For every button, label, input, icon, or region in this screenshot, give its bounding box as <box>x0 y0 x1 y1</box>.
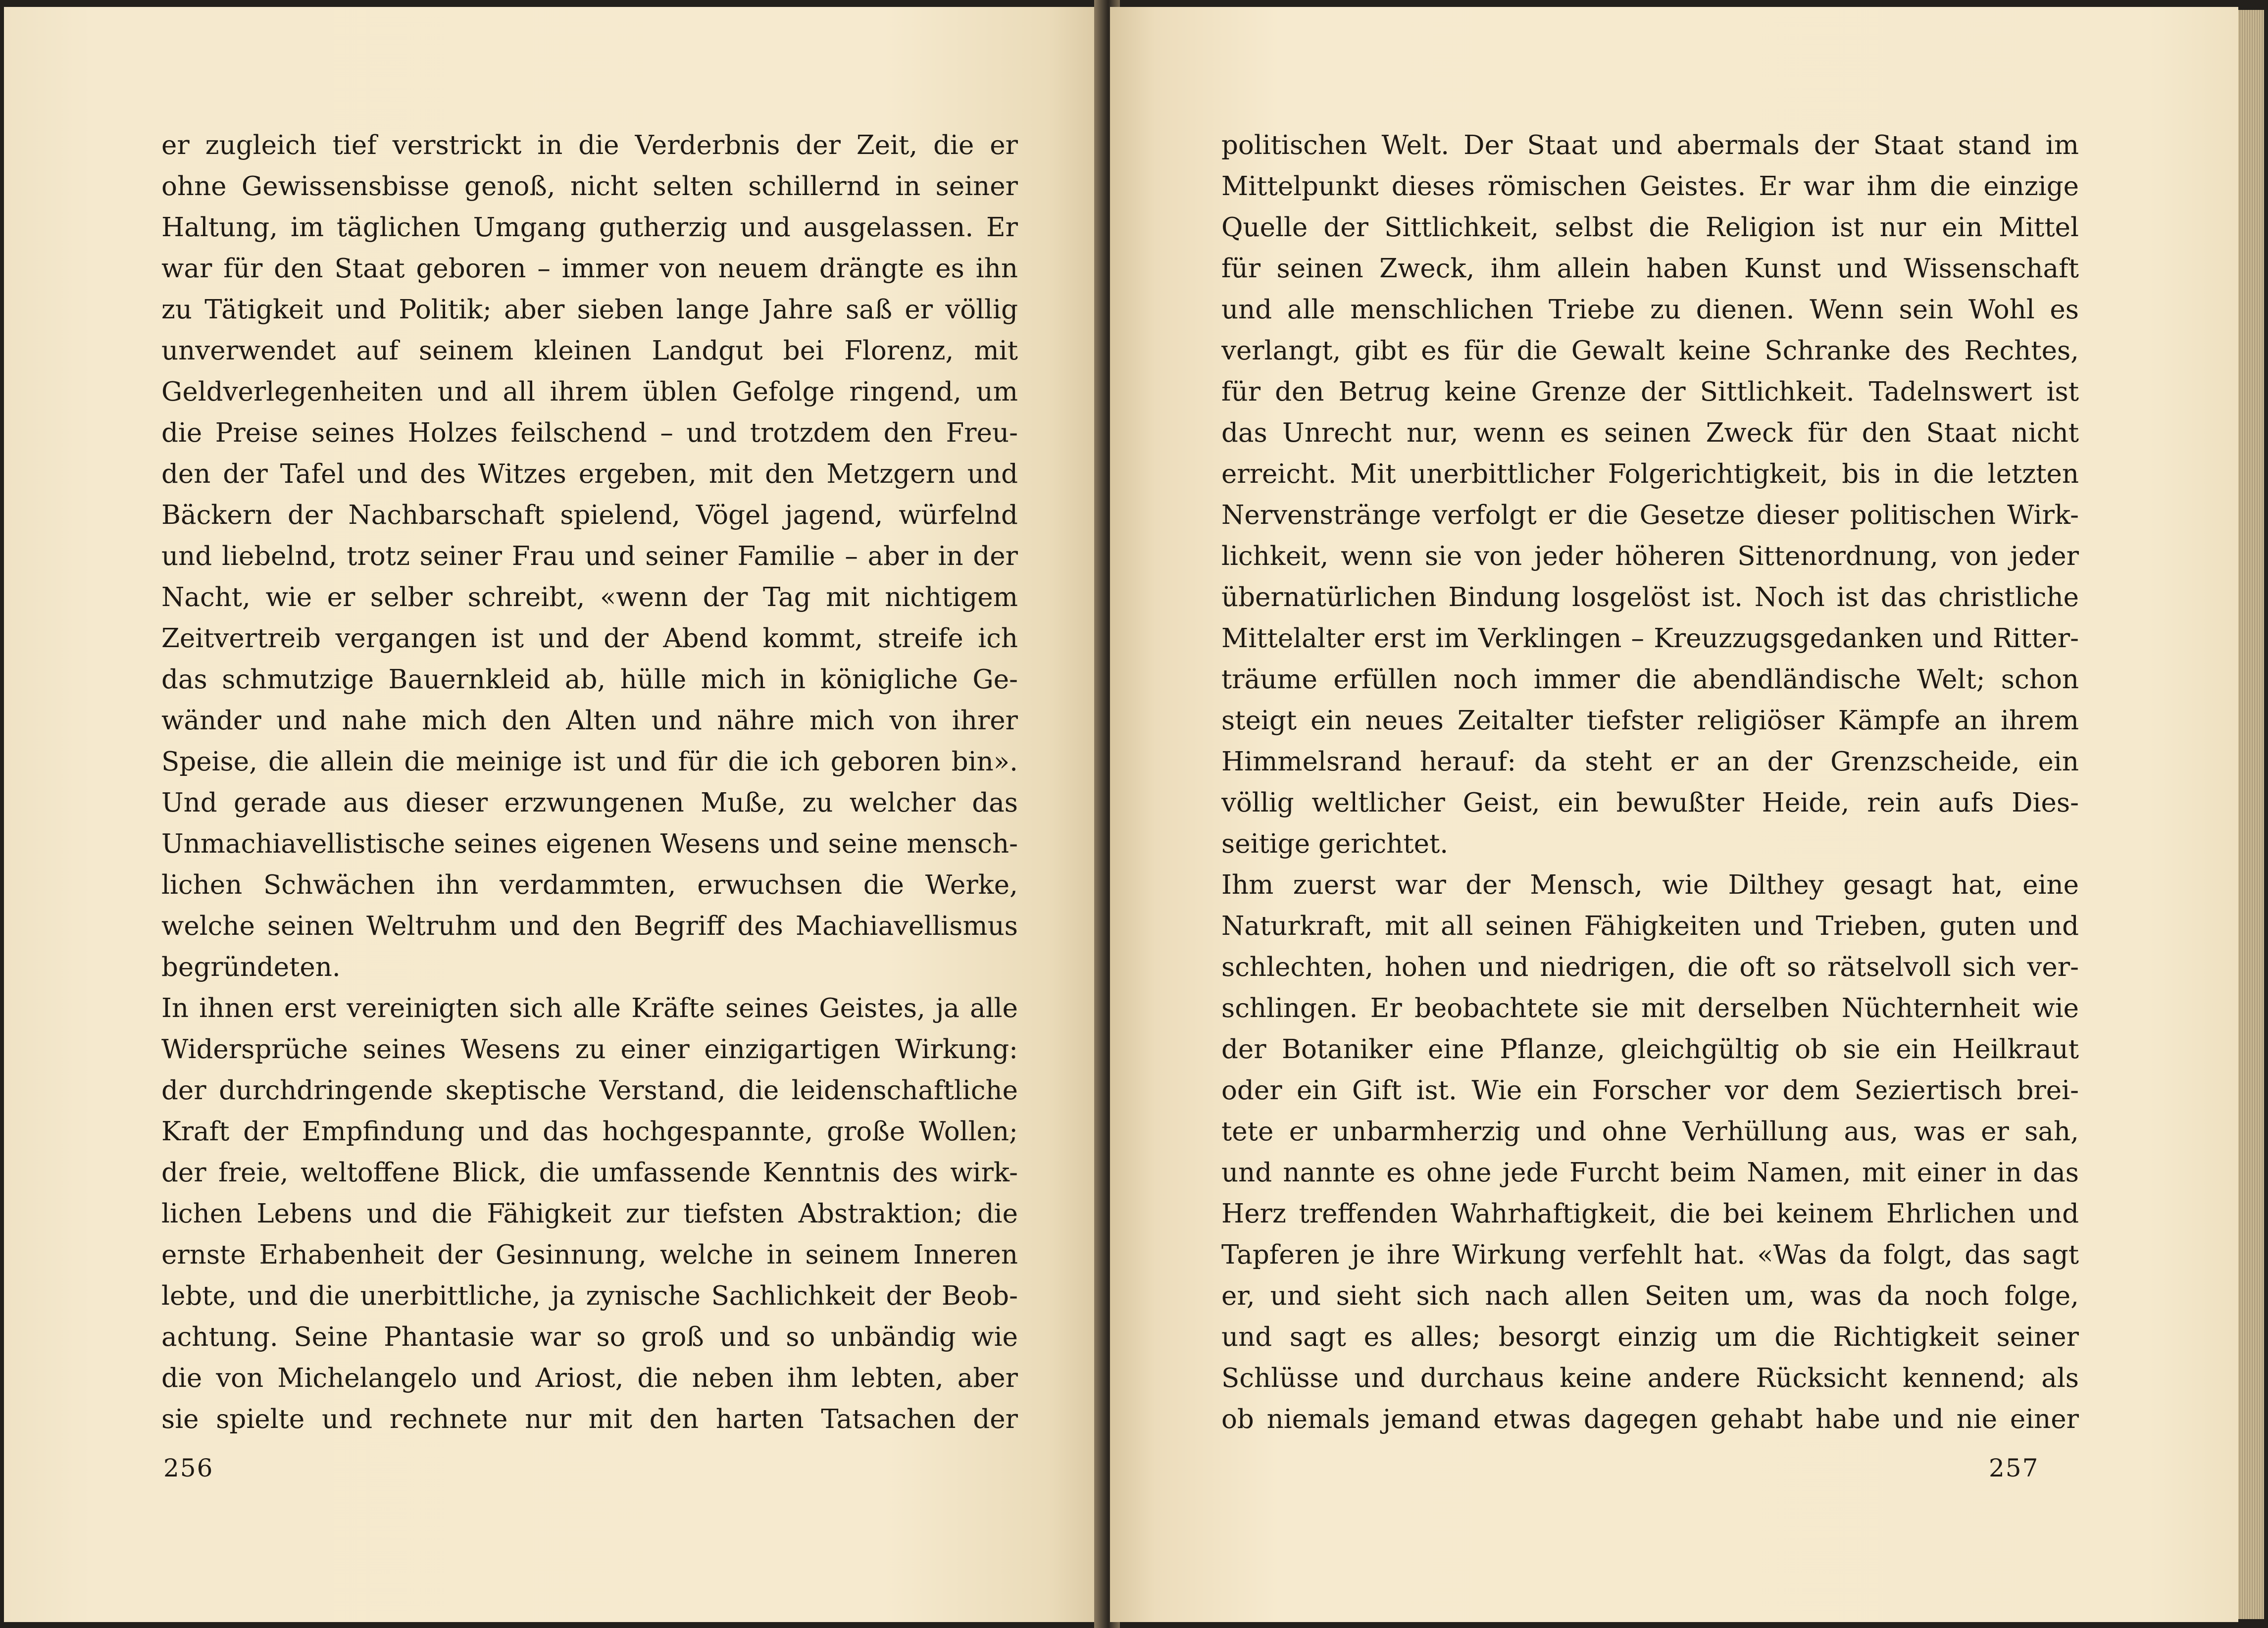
text-line: ohne Gewissensbisse genoß, nicht selten schillernd in seiner <box>161 171 1018 202</box>
text-line: Naturkraft, mit all seinen Fähigkeiten und Trieben, guten und <box>1221 911 2079 941</box>
text-line: Herz treffenden Wahrhaftigkeit, die bei keinem Ehrlichen und <box>1221 1199 2079 1229</box>
left-page-number: 256 <box>163 1454 214 1482</box>
left-page-text <box>161 125 1018 1440</box>
right-page <box>1110 7 2238 1622</box>
text-line: Bäckern der Nachbarschaft spielend, Vögel jagend, würfelnd <box>161 500 1018 530</box>
text-line: Tapferen je ihre Wirkung verfehlt hat. «Was da folgt, das sagt <box>1221 1240 2079 1270</box>
text-line: das Unrecht nur, wenn es seinen Zweck für den Staat nicht <box>1221 418 2079 448</box>
text-line: Schlüsse und durchaus keine andere Rücksicht kennend; als <box>1221 1363 2079 1393</box>
text-line: In ihnen erst vereinigten sich alle Kräfte seines Geistes, ja alle <box>161 993 1018 1023</box>
text-line: übernatürlichen Bindung losgelöst ist. Noch ist das christliche <box>1221 582 2079 612</box>
text-line: Nacht, wie er selber schreibt, «wenn der Tag mit nichtigem <box>161 582 1018 612</box>
text-line: der freie, weltoffene Blick, die umfassende Kenntnis des wirk- <box>161 1158 1018 1188</box>
text-line: Haltung, im täglichen Umgang gutherzig und ausgelassen. Er <box>161 212 1018 243</box>
right-page-number: 257 <box>1989 1454 2039 1482</box>
text-line: oder ein Gift ist. Wie ein Forscher vor dem Seziertisch brei- <box>1221 1075 2079 1106</box>
text-line: die von Michelangelo und Ariost, die neben ihm lebten, aber <box>161 1363 1018 1393</box>
text-line: der Botaniker eine Pflanze, gleichgültig ob sie ein Heilkraut <box>1221 1034 2079 1065</box>
text-line: unverwendet auf seinem kleinen Landgut bei Florenz, mit <box>161 336 1018 366</box>
text-line: Quelle der Sittlichkeit, selbst die Religion ist nur ein Mittel <box>1221 212 2079 243</box>
text-line: tete er unbarmherzig und ohne Verhüllung aus, was er sah, <box>1221 1117 2079 1147</box>
text-line: welche seinen Weltruhm und den Begriff des Machiavellismus <box>161 911 1018 941</box>
text-line: politischen Welt. Der Staat und abermals der Staat stand im <box>1221 130 2079 160</box>
text-line: Unmachiavellistische seines eigenen Wesens und seine mensch- <box>161 829 1018 859</box>
text-line: lichen Schwächen ihn verdammten, erwuchsen die Werke, <box>161 870 1018 900</box>
text-line: Mittelpunkt dieses römischen Geistes. Er war ihm die einzige <box>1221 171 2079 202</box>
text-line: der durchdringende skeptische Verstand, die leidenschaftliche <box>161 1075 1018 1106</box>
text-line: schlechten, hohen und niedrigen, die oft so rätselvoll sich ver- <box>1221 952 2079 982</box>
text-line: war für den Staat geboren – immer von neuem drängte es ihn <box>161 254 1018 284</box>
text-line: schlingen. Er beobachtete sie mit derselben Nüchternheit wie <box>1221 993 2079 1023</box>
text-line: lichkeit, wenn sie von jeder höheren Sittenordnung, von jeder <box>1221 541 2079 571</box>
text-line: seitige gerichtet. <box>1221 829 1449 859</box>
text-line: Nervenstränge verfolgt er die Gesetze dieser politischen Wirk- <box>1221 500 2079 530</box>
text-line: träume erfüllen noch immer die abendländische Welt; schon <box>1221 664 2079 695</box>
text-line: Speise, die allein die meinige ist und für die ich geboren bin». <box>161 747 1018 777</box>
text-line: die Preise seines Holzes feilschend – und trotzdem den Freu- <box>161 418 1018 448</box>
text-line: Zeitvertreib vergangen ist und der Abend kommt, streife ich <box>161 623 1018 654</box>
text-line: Widersprüche seines Wesens zu einer einzigartigen Wirkung: <box>161 1034 1018 1065</box>
text-line: erreicht. Mit unerbittlicher Folgerichtigkeit, bis in die letzten <box>1221 459 2079 489</box>
text-line: völlig weltlicher Geist, ein bewußter Heide, rein aufs Dies- <box>1221 788 2079 818</box>
text-line: er, und sieht sich nach allen Seiten um, was da noch folge, <box>1221 1281 2079 1311</box>
text-line: und liebelnd, trotz seiner Frau und seiner Familie – aber in der <box>161 541 1018 571</box>
text-line: begründeten. <box>161 952 341 982</box>
text-line: verlangt, gibt es für die Gewalt keine Schranke des Rechtes, <box>1221 336 2079 366</box>
text-line: und alle menschlichen Triebe zu dienen. Wenn sein Wohl es <box>1221 295 2079 325</box>
text-line: achtung. Seine Phantasie war so groß und so unbändig wie <box>161 1322 1018 1352</box>
right-page-text <box>1221 125 2079 1440</box>
text-line: und nannte es ohne jede Furcht beim Namen, mit einer in das <box>1221 1158 2079 1188</box>
text-line: Kraft der Empfindung und das hochgespannte, große Wollen; <box>161 1117 1018 1147</box>
page-edges <box>2238 10 2264 1619</box>
text-line: für seinen Zweck, ihm allein haben Kunst und Wissenschaft <box>1221 254 2079 284</box>
text-line: Geldverlegenheiten und all ihrem üblen Gefolge ringend, um <box>161 377 1018 407</box>
text-line: das schmutzige Bauernkleid ab, hülle mich in königliche Ge- <box>161 664 1018 695</box>
text-line: wänder und nahe mich den Alten und nähre mich von ihrer <box>161 706 1018 736</box>
text-line: sie spielte und rechnete nur mit den harten Tatsachen der <box>161 1404 1018 1434</box>
text-line: Mittelalter erst im Verklingen – Kreuzzugsgedanken und Ritter- <box>1221 623 2079 654</box>
text-line: steigt ein neues Zeitalter tiefster religiöser Kämpfe an ihrem <box>1221 706 2079 736</box>
text-line: ernste Erhabenheit der Gesinnung, welche in seinem Inneren <box>161 1240 1018 1270</box>
text-line: er zugleich tief verstrickt in die Verderbnis der Zeit, die er <box>161 130 1018 160</box>
text-line: Himmelsrand herauf: da steht er an der Grenzscheide, ein <box>1221 747 2079 777</box>
text-line: ob niemals jemand etwas dagegen gehabt habe und nie einer <box>1221 1404 2079 1434</box>
text-line: Ihm zuerst war der Mensch, wie Dilthey gesagt hat, eine <box>1221 870 2079 900</box>
text-line: Und gerade aus dieser erzwungenen Muße, zu welcher das <box>161 788 1018 818</box>
text-line: lichen Lebens und die Fähigkeit zur tiefsten Abstraktion; die <box>161 1199 1018 1229</box>
text-line: den der Tafel und des Witzes ergeben, mit den Metzgern und <box>161 459 1018 489</box>
left-page <box>4 7 1104 1622</box>
text-line: lebte, und die unerbittliche, ja zynische Sachlichkeit der Beob- <box>161 1281 1018 1311</box>
text-line: für den Betrug keine Grenze der Sittlichkeit. Tadelnswert ist <box>1221 377 2079 407</box>
text-line: zu Tätigkeit und Politik; aber sieben lange Jahre saß er völlig <box>161 295 1018 325</box>
text-line: und sagt es alles; besorgt einzig um die Richtigkeit seiner <box>1221 1322 2079 1352</box>
